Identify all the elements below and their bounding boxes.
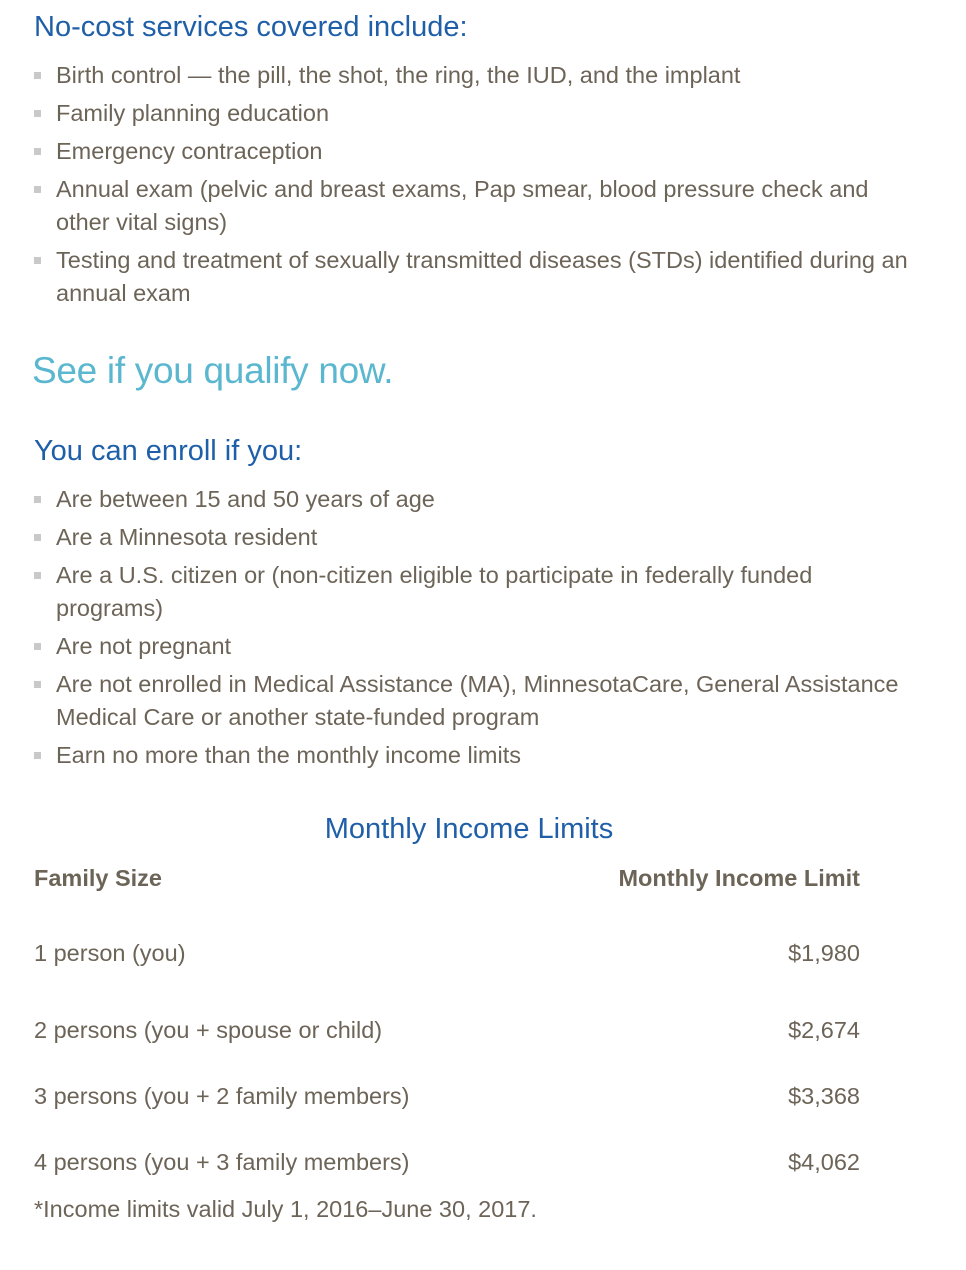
table-row: [34, 909, 860, 997]
list-item-text: Birth control — the pill, the shot, the ring, the IUD, and the implant: [56, 62, 741, 88]
square-bullet-icon: [34, 752, 41, 759]
qualify-link[interactable]: See if you qualify now.: [32, 350, 394, 391]
list-item-text: Are not enrolled in Medical Assistance (MA), MinnesotaCare, General Assistance Medical Care or another state-funded program: [56, 671, 899, 730]
list-item: [34, 135, 914, 168]
square-bullet-icon: [34, 534, 41, 541]
income-table-title: Monthly Income Limits: [324, 813, 614, 845]
list-item-text: Are not pregnant: [56, 633, 232, 659]
list-item-text: Earn no more than the monthly income limits: [56, 742, 521, 768]
family-size-cell: 2 persons (you + spouse or child): [34, 1016, 383, 1043]
services-heading: No-cost services covered include:: [34, 11, 468, 43]
list-item-text: Emergency contraception: [56, 138, 323, 164]
column-header-family-size: Family Size: [34, 865, 162, 891]
income-limit-cell: $3,368: [788, 1082, 860, 1109]
income-limits-table: [34, 858, 860, 1195]
table-header-row: [34, 858, 860, 909]
list-item: [34, 244, 914, 310]
enroll-heading: You can enroll if you:: [34, 435, 303, 467]
square-bullet-icon: [34, 110, 41, 117]
list-item-text: Annual exam (pelvic and breast exams, Pap smear, blood pressure check and other vital signs): [56, 176, 869, 235]
income-limit-cell: $1,980: [788, 939, 860, 966]
family-size-cell: 4 persons (you + 3 family members): [34, 1148, 410, 1175]
family-size-cell: 3 persons (you + 2 family members): [34, 1082, 410, 1109]
list-item-text: Are between 15 and 50 years of age: [56, 486, 435, 512]
income-footnote: *Income limits valid July 1, 2016–June 30, 2017.: [34, 1196, 537, 1222]
list-item: [34, 97, 914, 130]
family-size-cell: 1 person (you): [34, 939, 186, 966]
list-item: [34, 668, 914, 734]
list-item-text: Are a U.S. citizen or (non-citizen eligible to participate in federally funded programs): [56, 562, 813, 621]
square-bullet-icon: [34, 643, 41, 650]
list-item-text: Are a Minnesota resident: [56, 524, 318, 550]
list-item: [34, 483, 914, 516]
list-item: [34, 521, 914, 554]
table-row: [34, 1129, 860, 1195]
square-bullet-icon: [34, 72, 41, 79]
list-item: [34, 173, 914, 239]
eligibility-list: [34, 483, 914, 777]
square-bullet-icon: [34, 186, 41, 193]
list-item: [34, 630, 914, 663]
square-bullet-icon: [34, 572, 41, 579]
table-row: [34, 997, 860, 1063]
square-bullet-icon: [34, 681, 41, 688]
table-row: [34, 1063, 860, 1129]
list-item: [34, 59, 914, 92]
list-item: [34, 739, 914, 772]
square-bullet-icon: [34, 257, 41, 264]
list-item-text: Family planning education: [56, 100, 330, 126]
list-item-text: Testing and treatment of sexually transmitted diseases (STDs) identified during an annual exam: [56, 247, 908, 306]
list-item: [34, 559, 914, 625]
income-limit-cell: $4,062: [788, 1148, 860, 1175]
income-limit-cell: $2,674: [788, 1016, 860, 1043]
square-bullet-icon: [34, 148, 41, 155]
services-list: [34, 59, 914, 315]
column-header-income-limit: Monthly Income Limit: [618, 865, 860, 891]
square-bullet-icon: [34, 496, 41, 503]
